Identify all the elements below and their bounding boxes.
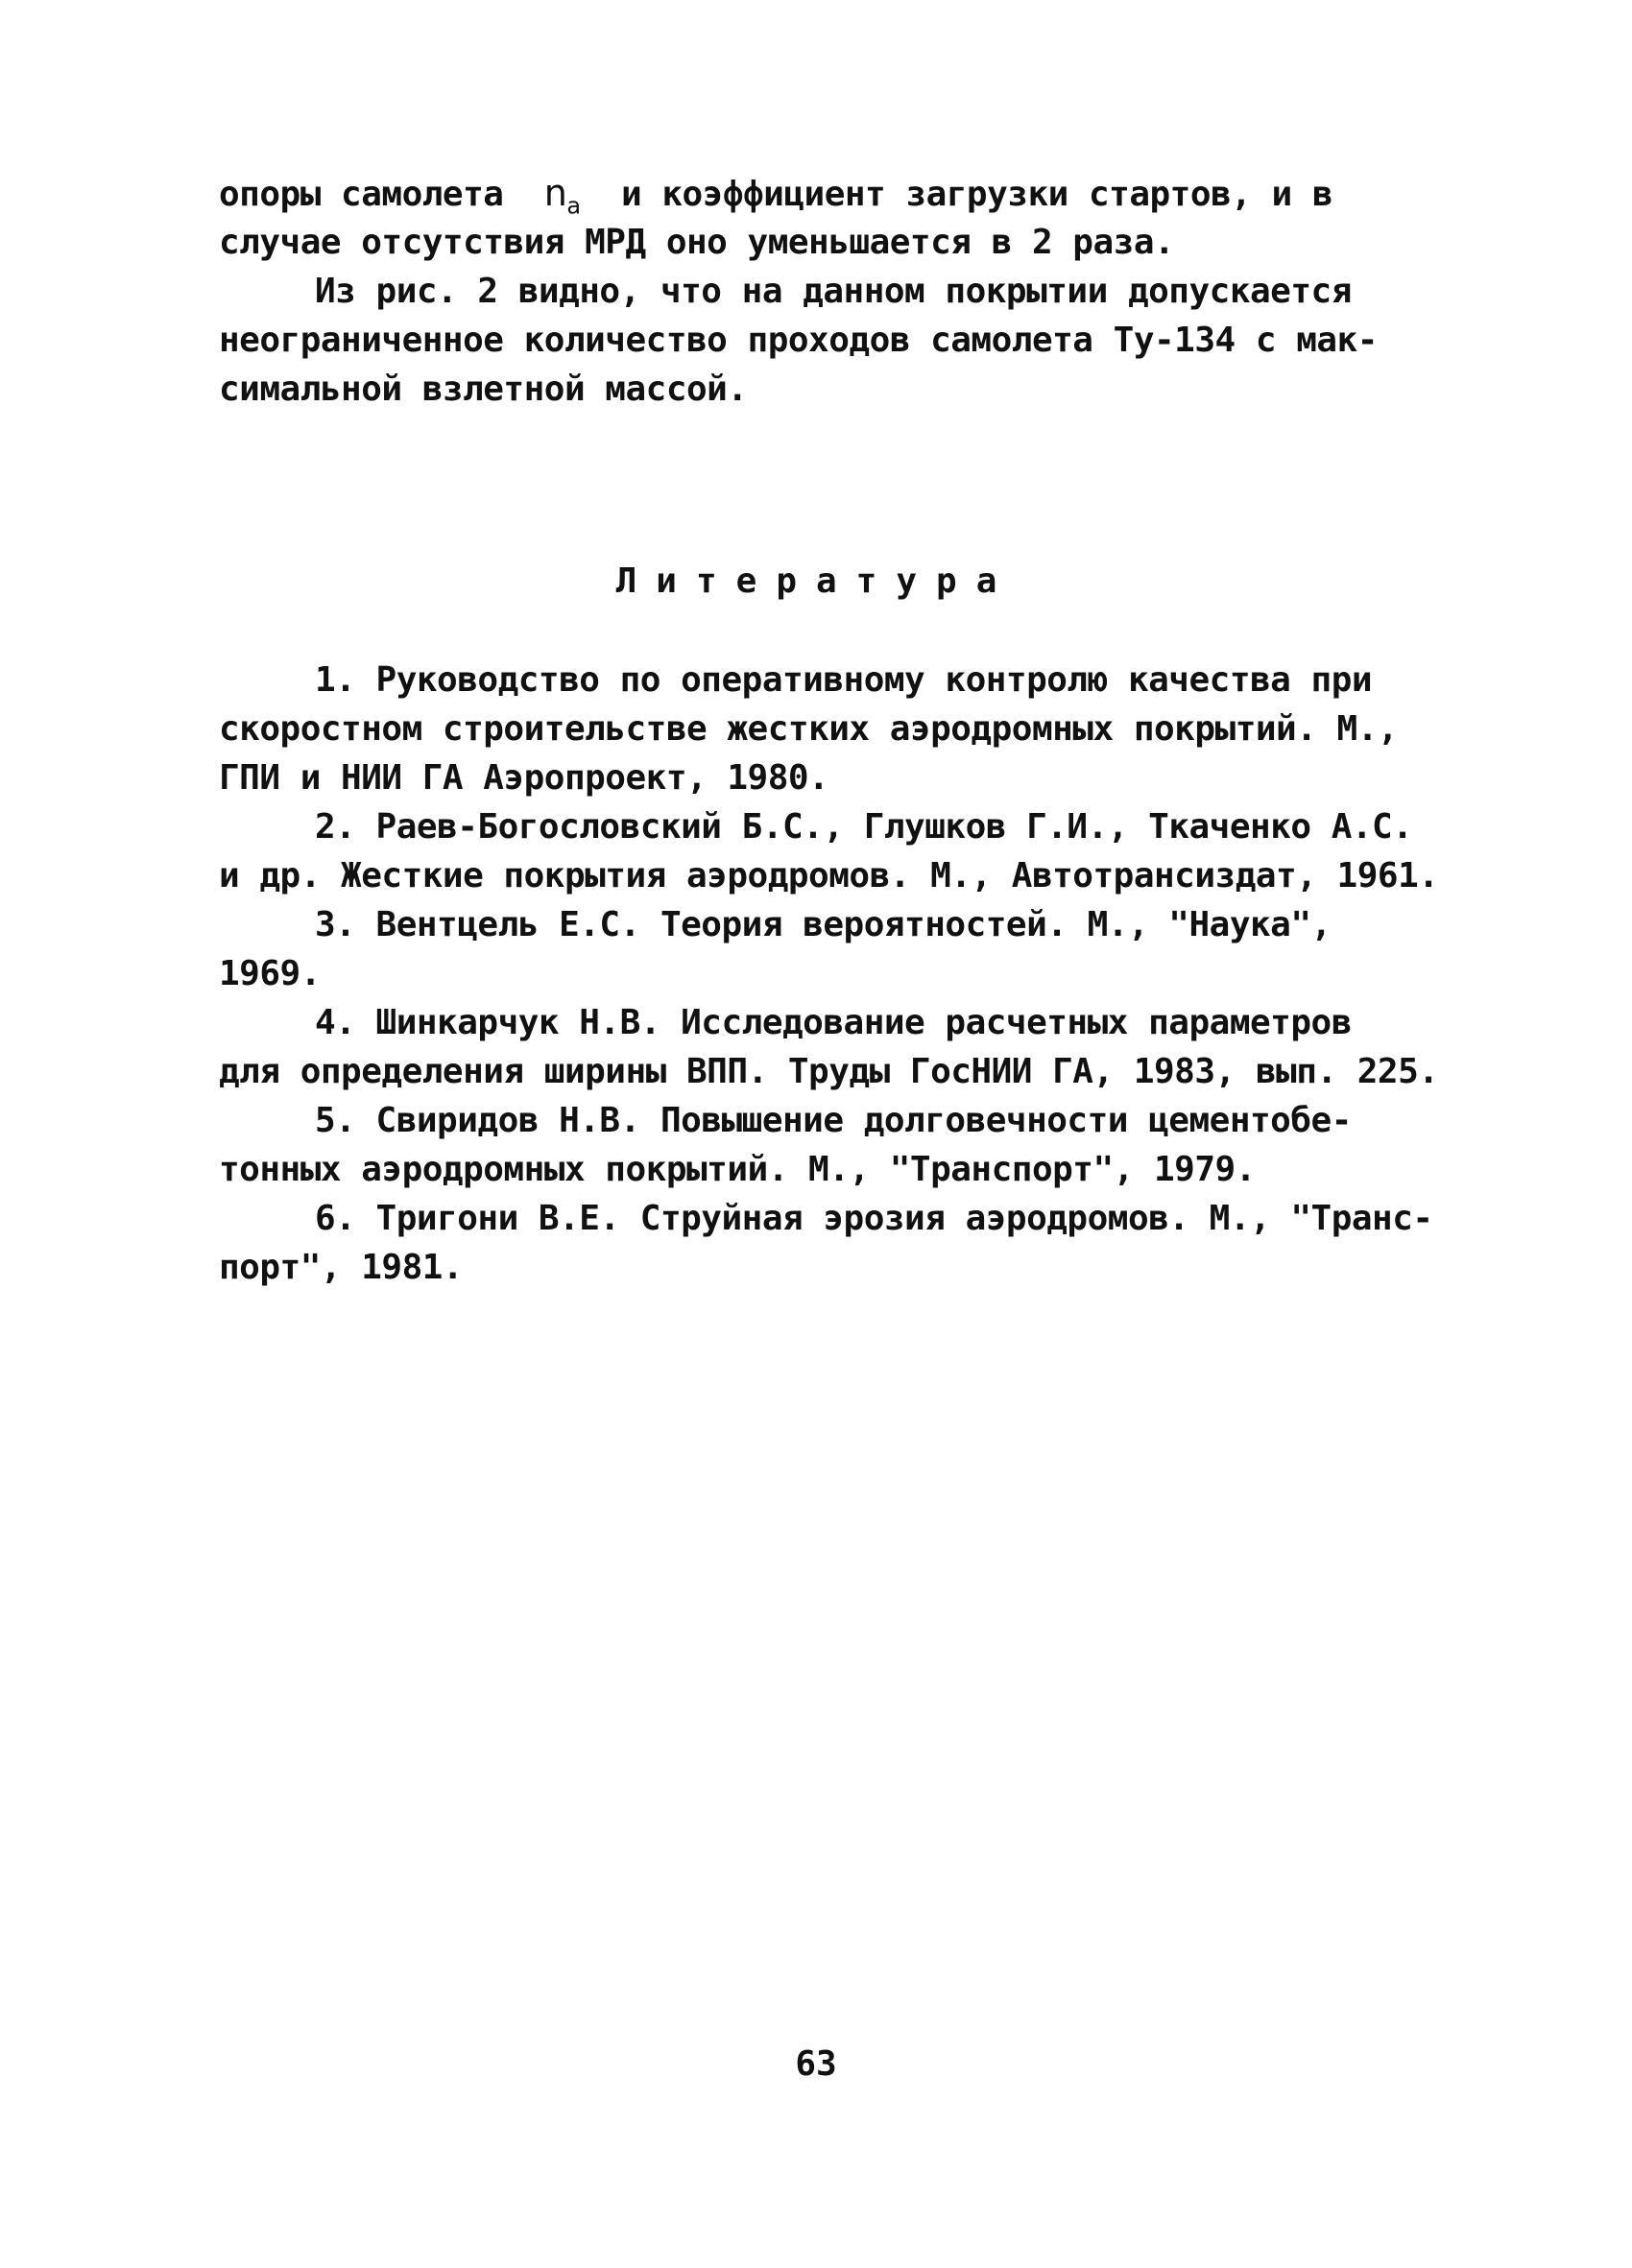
body-line: [219, 169, 1428, 218]
formula-base: n: [543, 172, 567, 214]
reference-line: скоростном строительстве жестких аэродромных покрытий. М.,: [219, 709, 1399, 749]
formula-subscript: a: [566, 192, 581, 220]
reference-line: 4. Шинкарчук Н.В. Исследование расчетных параметров: [315, 1003, 1352, 1042]
reference-line: 3. Вентцель Е.С. Теория вероятностей. М., "Наука",: [315, 905, 1332, 944]
body-line: Из рис. 2 видно, что на данном покрытии допускается: [315, 272, 1352, 311]
body-line-text: опоры самолета: [219, 175, 504, 214]
body-line-text: и коэффициент загрузки стартов, и в: [620, 175, 1333, 214]
page-number: 63: [795, 2044, 837, 2084]
body-line: симальной взлетной массой.: [219, 370, 748, 409]
body-paragraph: [219, 169, 1428, 414]
reference-line: 6. Тригони В.Е. Струйная эрозия аэродромов. М., "Транс-: [315, 1199, 1433, 1238]
reference-line: и др. Жесткие покрытия аэродромов. М., Автотрансиздат, 1961.: [219, 856, 1439, 895]
reference-line: для определения ширины ВПП. Труды ГосНИИ ГА, 1983, вып. 225.: [219, 1052, 1439, 1091]
reference-line: 1. Руководство по оперативному контролю качества при: [315, 660, 1373, 700]
body-line: неограниченное количество проходов самолета Ту-134 с мак-: [219, 321, 1378, 360]
formula-n-a: [543, 172, 581, 220]
body-line: случае отсутствия МРД оно уменьшается в 2 раза.: [219, 223, 1175, 262]
reference-line: 2. Раев-Богословский Б.С., Глушков Г.И., Ткаченко А.С.: [315, 807, 1413, 847]
literature-heading: Литература: [615, 561, 1017, 601]
references-list: [219, 656, 1439, 1292]
reference-line: 1969.: [219, 954, 321, 993]
reference-line: ГПИ и НИИ ГА Аэропроект, 1980.: [219, 758, 829, 798]
reference-line: тонных аэродромных покрытий. М., "Транспорт", 1979.: [219, 1150, 1256, 1189]
reference-line: порт", 1981.: [219, 1248, 464, 1287]
reference-line: 5. Свиридов Н.В. Повышение долговечности цементобе-: [315, 1101, 1352, 1140]
